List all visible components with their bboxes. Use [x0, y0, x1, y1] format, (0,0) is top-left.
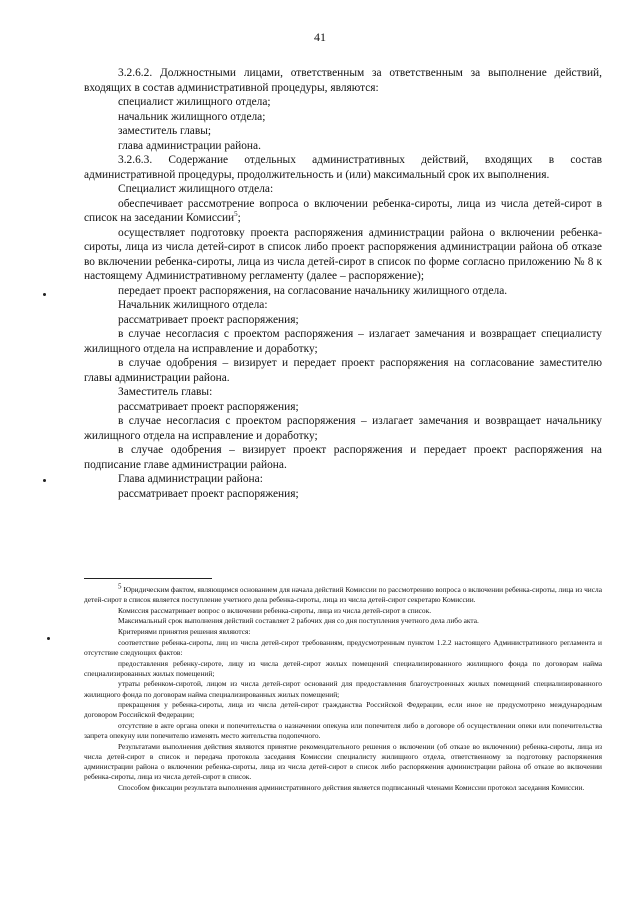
- footnote: [84, 582, 602, 605]
- footnote-divider: [84, 578, 212, 579]
- footnote: предоставления ребенку-сироте, лицу из числа детей-сирот жилых помещений специализированного жилищного фонда по договорам найма специализированных жилых помещений;: [84, 658, 602, 678]
- paragraph: рассматривает проект распоряжения;: [118, 313, 299, 326]
- section-3-2-6-3: 3.2.6.3. Содержание отдельных административных действий, входящих в состав административной процедуры, продолжительность и (или) максимальный срок их выполнения.: [84, 154, 602, 181]
- footnote: отсутствие в акте органа опеки и попечительства о назначении опекуна или попечителя либо в договоре об осуществлении опеки или попечительства запрета опекуну или попечителю изменять место жительства подопечного.: [84, 720, 602, 741]
- footnote: соответствие ребенка-сироты, лиц из числа детей-сирот требованиям, предусмотренным пунктом 1.2.2 настоящего Административного регламента и отсутствие следующих фактов:: [84, 637, 602, 657]
- footnote-reference: 5: [234, 210, 238, 219]
- role-heading: Глава администрации района:: [118, 473, 263, 485]
- scan-artifact-dot: [43, 293, 46, 296]
- footnotes: [84, 582, 602, 793]
- paragraph: в случае одобрения – визирует и передает проект распоряжения на согласование заместителю главы администрации района.: [84, 357, 602, 384]
- list-item: глава администрации района.: [118, 139, 261, 152]
- paragraph: в случае несогласия с проектом распоряжения – излагает замечания и возвращает начальнику жилищного отдела на исправление и доработку;: [84, 415, 602, 442]
- paragraph: [84, 197, 602, 226]
- list-item: начальник жилищного отдела;: [118, 110, 266, 123]
- footnote: Максимальный срок выполнения действий составляет 2 рабочих дня со дня поступления учетного дела либо акта.: [118, 616, 479, 626]
- footnote: прекращения у ребенка-сироты, лица из числа детей-сирот гражданства Российской Федерации, если иное не предусмотрено международным договором Российской Федерации;: [84, 700, 602, 720]
- scan-artifact-dot: [47, 637, 50, 640]
- footnote: утраты ребенком-сиротой, лицом из числа детей-сирот оснований для предоставления благоустроенных жилых помещений специализированного жилищного фонда по договорам найма специализированных жилых помещений;: [84, 679, 602, 699]
- list-item: заместитель главы;: [118, 125, 212, 137]
- paragraph: рассматривает проект распоряжения;: [118, 400, 299, 413]
- role-heading: Специалист жилищного отдела:: [118, 183, 274, 195]
- footnote-text: Юридическим фактом, являющимся основанием для начала действий Комиссии по рассмотрению вопроса о включении ребенка-сироты, лица из числа детей-сирот в список является поступление учетного дела ребенка-сироты, лица из числа детей-сирот секретарю Комиссии.: [84, 585, 602, 605]
- section-3-2-6-2: 3.2.6.2. Должностными лицами, ответственным за ответственным за выполнение действий, входящих в состав административной процедуры, являются:: [84, 67, 602, 94]
- paragraph: в случае несогласия с проектом распоряжения – излагает замечания и возвращает специалисту жилищного отдела на исправление и доработку;: [84, 328, 602, 355]
- scan-artifact-dot: [43, 479, 46, 482]
- paragraph: передает проект распоряжения, на согласование начальнику жилищного отдела.: [118, 284, 508, 297]
- list-item: специалист жилищного отдела;: [118, 96, 271, 108]
- footnote-marker: 5: [118, 582, 122, 591]
- paragraph-end: ;: [237, 212, 241, 224]
- paragraph-text: обеспечивает рассмотрение вопроса о включении ребенка-сироты, лица из числа детей-сирот в список на заседании Комиссии: [84, 197, 602, 224]
- role-heading: Заместитель главы:: [118, 386, 213, 398]
- page-number: 41: [314, 30, 326, 44]
- footnote: Критериями принятия решения являются:: [118, 627, 251, 637]
- paragraph: в случае одобрения – визирует проект распоряжения и передает проект распоряжения на подписание главе администрации района.: [84, 444, 602, 471]
- footnote: Комиссия рассматривает вопрос о включении ребенка-сироты, лица из числа детей-сирот в список.: [118, 605, 432, 615]
- document-body: [84, 66, 602, 501]
- footnote: Способом фиксации результата выполнения административного действия является подписанный членами Комиссии протокол заседания Комиссии.: [118, 782, 585, 792]
- paragraph: осуществляет подготовку проекта распоряжения администрации района о включении ребенка-сироты, лица из числа детей-сирот в список либо проект распоряжения администрации района об отказе во включении ребенка-сироты, лица из числа детей-сирот в список по форме согласно приложению № 8 к настоящему Административному регламенту (далее – распоряжение);: [84, 226, 602, 282]
- paragraph: рассматривает проект распоряжения;: [118, 487, 299, 500]
- role-heading: Начальник жилищного отдела:: [118, 299, 268, 311]
- footnote: Результатами выполнения действия являются принятие рекомендательного решения о включении (об отказе во включении) ребенка-сироты, лица из числа детей-сирот в список и передача протокола заседания Комиссии специалисту жилищного отдела, ответственному за подготовку распоряжения администрации района о включении ребенка-сироты, лица из числа детей-сирот в список либо распоряжения администрации района об отказе во включении ребенка-сироты, лица из числа детей-сирот в список.: [84, 741, 602, 782]
